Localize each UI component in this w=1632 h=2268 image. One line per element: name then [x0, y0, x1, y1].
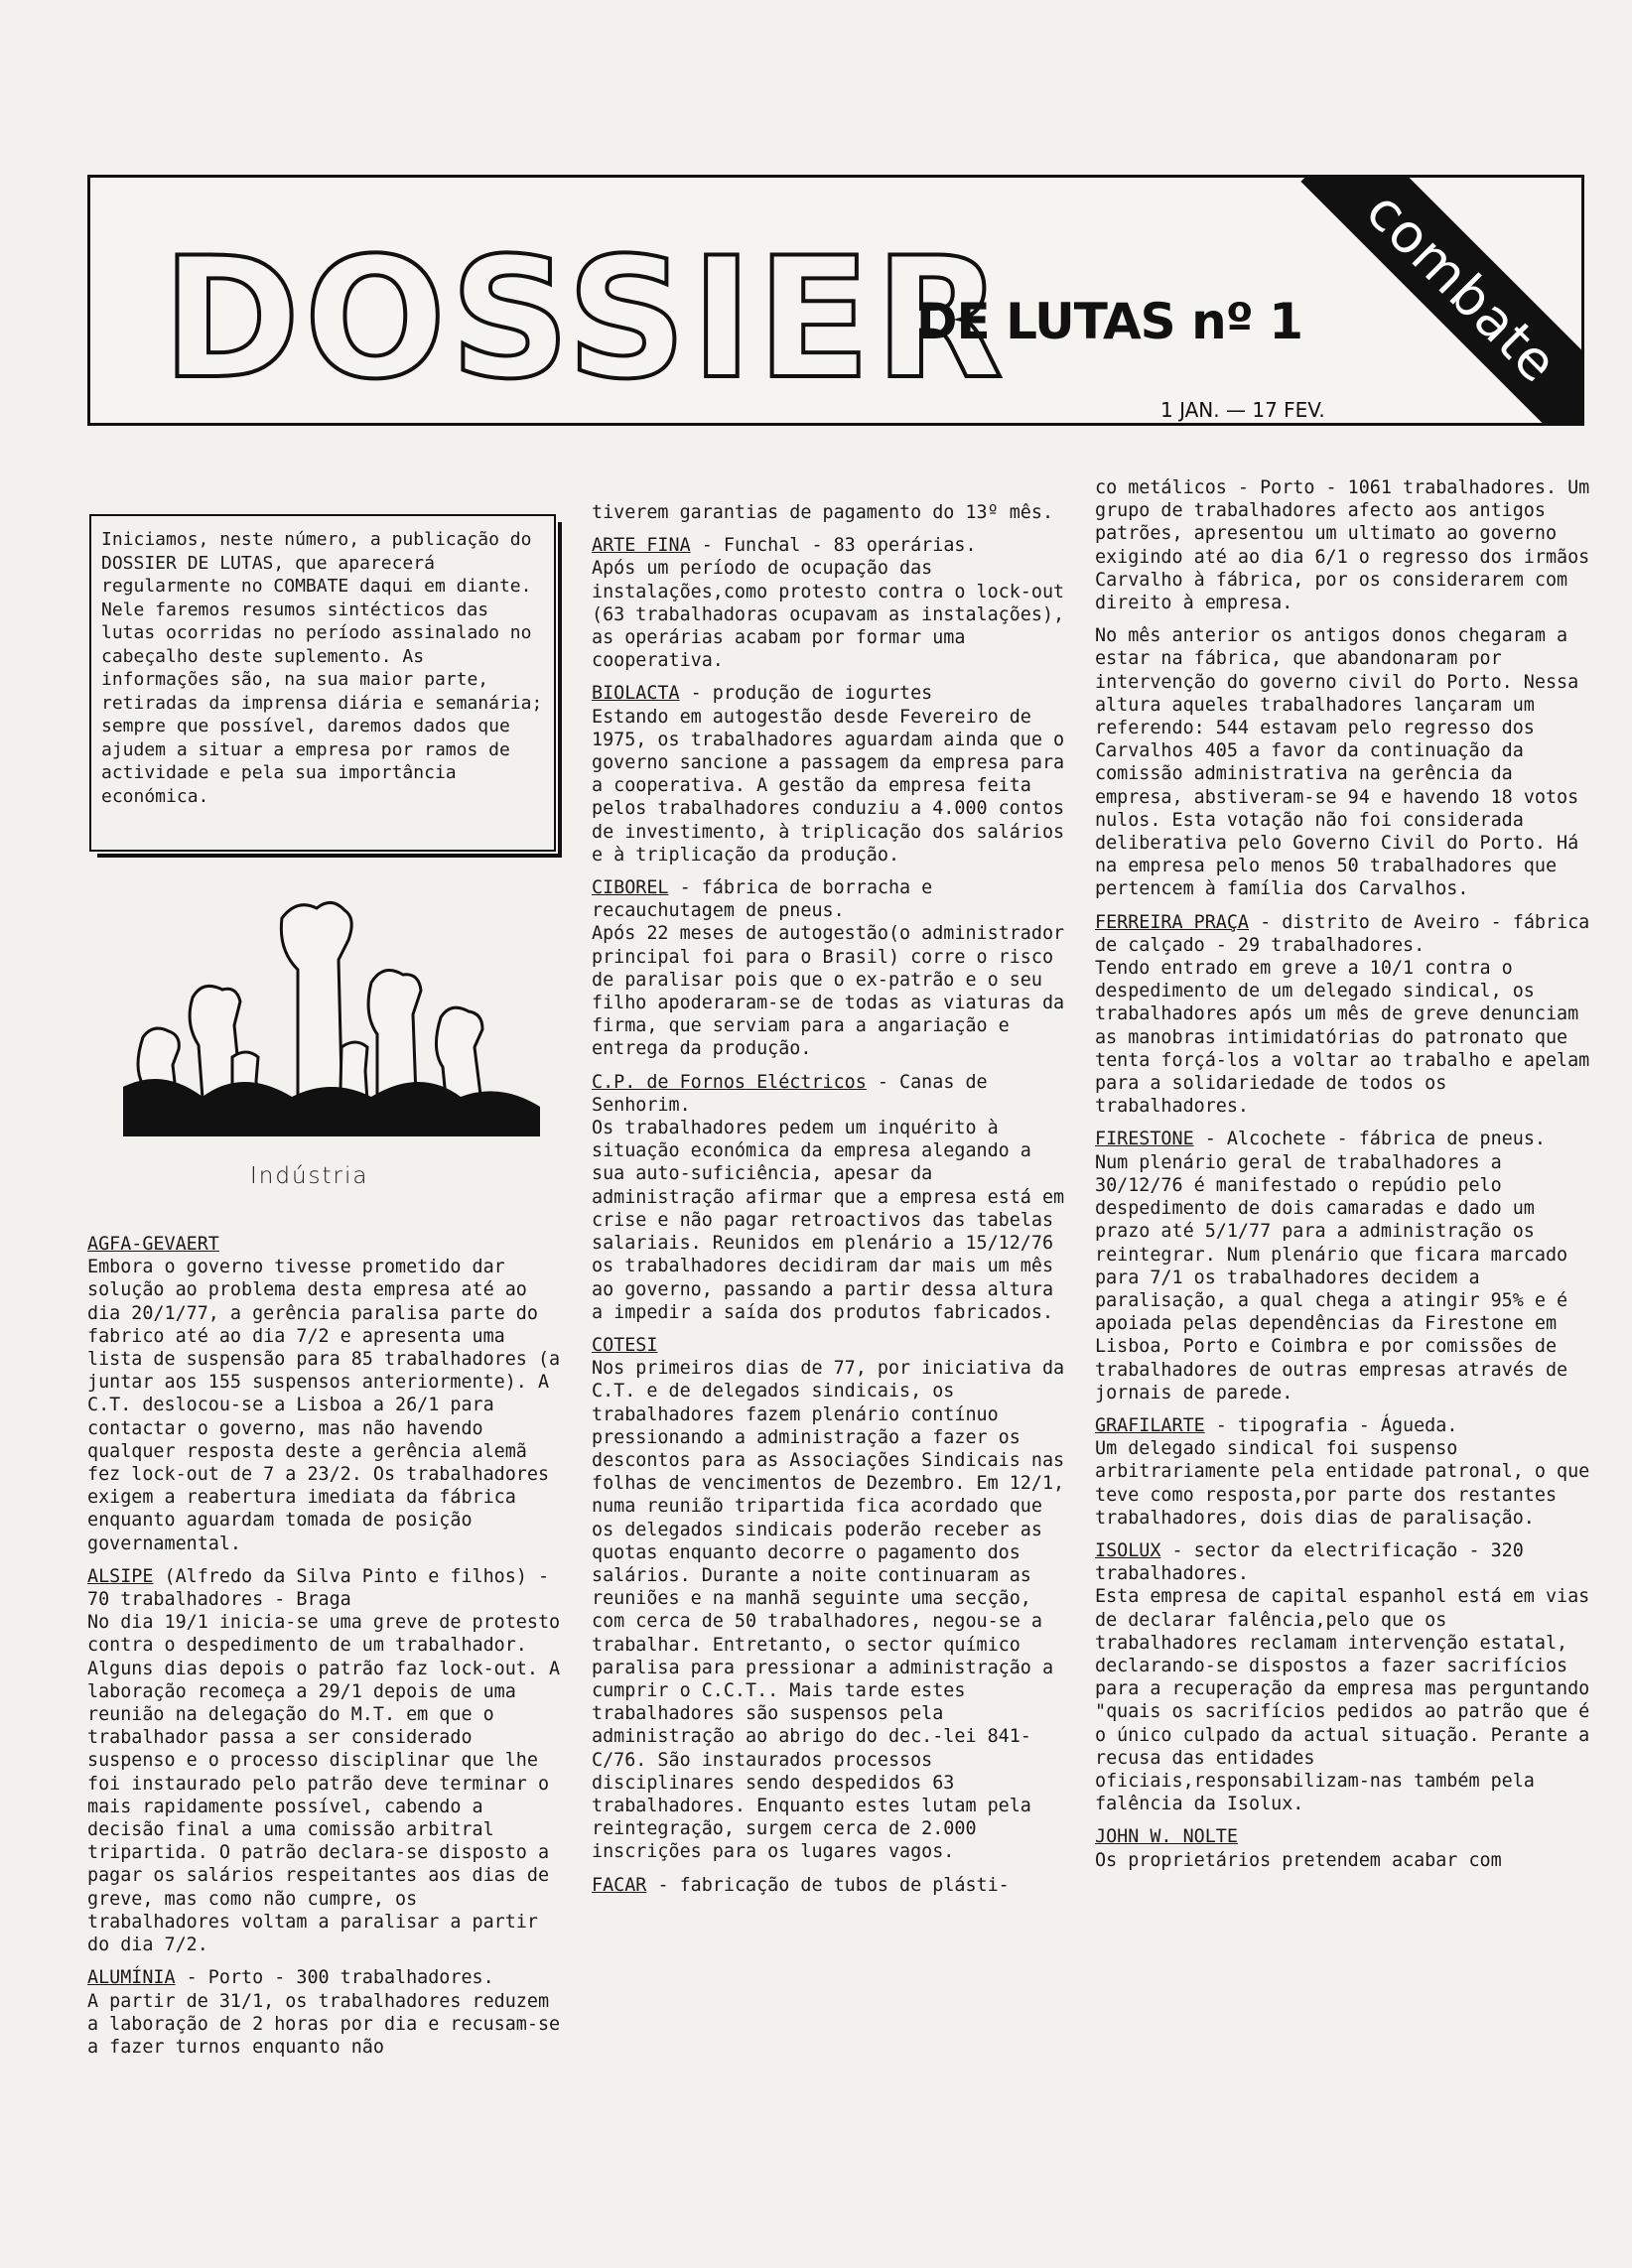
article-body: A partir de 31/1, os trabalhadores reduzem a laboração de 2 horas por dia e recusam-se a fazer turnos enquanto não — [87, 1990, 561, 2058]
article-subheading: - fabricação de tubos de plásti- — [646, 1874, 1010, 1896]
masthead-subtitle: DE LUTAS nº 1 — [916, 293, 1303, 350]
article — [592, 1071, 1068, 1324]
article-heading: FERREIRA PRAÇA — [1095, 911, 1250, 933]
article-subheading: - produção de iogurtes — [679, 683, 933, 705]
article-heading: COTESI — [592, 1334, 658, 1356]
article-body: Após 22 meses de autogestão(o administrador principal foi para o Brasil) corre o risco de paralisar pois que o ex-patrão e o seu filho apoderaram-se de todas as viaturas da firma, que serviam para a angariação e entrega da produção. — [592, 923, 1065, 1060]
article-subheading: (Alfredo da Silva Pinto e filhos) - 70 trabalhadores - Braga — [87, 1565, 550, 1611]
article-body: Após um período de ocupação das instalações,como protesto contra o lock-out (63 trabalhadoras ocupavam as instalações), as operárias acabam por formar uma cooperativa. — [592, 558, 1065, 672]
article-subheading: - tipografia - Águeda. — [1204, 1414, 1458, 1436]
article-body: tiverem garantias de pagamento do 13º mês. — [592, 502, 1054, 523]
article-body: Nos primeiros dias de 77, por iniciativa da C.T. e de delegados sindicais, os trabalhadores fazem plenário contínuo pressionando a administração a fazer os descontos para as Associações Sindicais nas folhas de vencimentos de Dezembro. Em 12/1, numa reunião tripartida fica acordado que os delegados sindicais poderão receber as quotas enquanto decorre o pagamento dos salários. Durante a noite continuaram as reuniões e na manhã seguinte uma secção, com cerca de 50 trabalhadores, negou-se a trabalhar. Entretanto, o sector químico paralisa para pressionar a administração a cumprir o C.C.T.. Mais tarde estes trabalhadores são suspensos pela administração ao abrigo do dec.-lei 841-C/76. São instaurados processos disciplinares sendo despedidos 63 trabalhadores. Enquanto estes lutam pela reintegração, surgem cerca de 2.000 inscrições para os lugares vagos. — [592, 1358, 1065, 1863]
article — [87, 1233, 564, 1555]
article — [87, 1565, 564, 1956]
masthead — [87, 175, 1584, 426]
combate-label: combate — [1354, 179, 1570, 395]
article — [1095, 911, 1591, 1119]
article — [592, 501, 1068, 524]
article-subheading: - Alcochete - fábrica de pneus. — [1193, 1129, 1546, 1150]
article-body: Tendo entrado em greve a 10/1 contra o despedimento de um delegado sindical, os trabalhadores após um mês de greve denunciam as manobras intimidatórias do patronato que tenta forçá-los a voltar ao trabalho e apelam para a solidariedade de todos os trabalhadores. — [1095, 958, 1590, 1118]
article-body: No mês anterior os antigos donos chegaram a estar na fábrica, que abandonaram por intervenção do governo civil do Porto. Nessa altura aqueles trabalhadores lançaram um referendo: 544 estavam pelo regresso dos Carvalhos 405 a favor da continuação da comissão administrativa na gerência da empresa, abstiveram-se 94 e havendo 18 votos nulos. Esta votação não foi considerada deliberativa pelo Governo Civil do Porto. Há na empresa pelo menos 50 trabalhadores que pertencem à família dos Carvalhos. — [1095, 625, 1579, 900]
article-subheading: - Funchal - 83 operárias. — [690, 535, 977, 557]
section-title: Indústria — [250, 1163, 369, 1189]
illustration-signature: Duve — [137, 1103, 184, 1124]
article-heading: CIBOREL — [592, 877, 669, 899]
column-2 — [592, 501, 1068, 1907]
article — [592, 1334, 1068, 1864]
article-heading: ARTE FINA — [592, 535, 691, 557]
article-heading: C.P. de Fornos Eléctricos — [592, 1071, 867, 1093]
column-1 — [87, 1233, 564, 2068]
article-heading: BIOLACTA — [592, 683, 680, 705]
article-heading: ALUMÍNIA — [87, 1967, 176, 1989]
article-heading: GRAFILARTE — [1095, 1414, 1205, 1436]
combate-band — [1300, 175, 1584, 426]
article-subheading: - Canas de Senhorim. — [592, 1071, 988, 1116]
article-heading: ALSIPE — [87, 1565, 154, 1587]
article-body: Num plenário geral de trabalhadores a 30/12/76 é manifestado o repúdio pelo despedimento de dois camaradas e dado um prazo até 5/1/77 para a administração os reintegrar. Num plenário que ficara marcado para 7/1 os trabalhadores decidem a paralisação, a qual chega a atingir 95% e é apoiada pelas dependências da Firestone em Lisboa, Porto e Coimbra e por comissões de trabalhadores de outras empresas através de jornais de parede. — [1095, 1151, 1568, 1403]
article-body: Estando em autogestão desde Fevereiro de 1975, os trabalhadores aguardam ainda que o governo sancione a passagem da empresa para a cooperativa. A gestão da empresa feita pelos trabalhadores conduziu a 4.000 contos de investimento, à triplicação dos salários e à triplicação da produção. — [592, 706, 1065, 866]
article-body: co metálicos - Porto - 1061 trabalhadores. Um grupo de trabalhadores afecto aos antigos patrões, apresentou um ultimato ao governo exigindo até ao dia 6/1 o regresso dos irmãos Carvalho à fábrica, por os considerarem com direito à empresa. — [1095, 477, 1590, 614]
article-heading: ISOLUX — [1095, 1539, 1161, 1561]
article — [1095, 1128, 1591, 1403]
article — [592, 682, 1068, 867]
article — [592, 534, 1068, 672]
article-body: Esta empresa de capital espanhol está em vias de declarar falência,pelo que os trabalhadores reclamam intervenção estatal, declarando-se dispostos a fazer sacrifícios para a recuperação da empresa mas perguntando "quais os sacrifícios pedidos ao patrão que é o único culpado da actual situação. Perante a recusa das entidades oficiais,responsabilizam-nas também pela falência da Isolux. — [1095, 1586, 1590, 1815]
intro-box: Iniciamos, neste número, a publicação do DOSSIER DE LUTAS, que aparecerá regularmente no COMBATE daqui em diante. Nele faremos resumos sintécticos das lutas ocorridas no período assinalado no cabeçalho deste suplemento. As informações são, na sua maior parte, retiradas da imprensa diária e semanária; sempre que possível, daremos dados que ajudem a situar a empresa por ramos de actividade e pela sua importância económica. — [89, 514, 556, 852]
article — [592, 876, 1068, 1061]
article-body: Os proprietários pretendem acabar com — [1095, 1849, 1502, 1871]
article-heading: FACAR — [592, 1874, 647, 1896]
article-heading: FIRESTONE — [1095, 1129, 1194, 1150]
article-body: Os trabalhadores pedem um inquérito à situação económica da empresa alegando a sua auto-suficiência, apesar da administração afirmar que a empresa está em crise e não pagar retroactivos das tabelas salariais. Reunidos em plenário a 15/12/76 os trabalhadores decidiram dar mais um mês ao governo, passando a partir dessa altura a impedir a saída dos produtos fabricados. — [592, 1118, 1065, 1323]
article — [1095, 1414, 1591, 1530]
article — [1095, 624, 1591, 900]
article-heading: JOHN W. NOLTE — [1095, 1826, 1238, 1848]
column-3 — [1095, 476, 1591, 1882]
raised-fists-icon — [123, 888, 540, 1136]
article-subheading: - fábrica de borracha e recauchutagem de pneus. — [592, 877, 933, 922]
article-subheading: - distrito de Aveiro - fábrica de calçado - 29 trabalhadores. — [1095, 911, 1590, 956]
article-body: Embora o governo tivesse prometido dar solução ao problema desta empresa até ao dia 20/1/77, a gerência paralisa parte do fabrico até ao dia 7/2 e apresenta uma lista de suspensão para 85 trabalhadores (a juntar aos 155 suspensos anteriormente). A C.T. deslocou-se a Lisboa a 26/1 para contactar o governo, mas não havendo qualquer resposta deste a gerência alemã fez lock-out de 7 a 23/2. Os trabalhadores exigem a reabertura imediata da fábrica enquanto aguardam tomada de posição governamental. — [87, 1257, 561, 1554]
article-subheading: - sector da electrificação - 320 trabalhadores. — [1095, 1539, 1524, 1585]
masthead-title: DOSSIER — [162, 221, 1008, 416]
article-heading: AGFA-GEVAERT — [87, 1234, 219, 1255]
article — [87, 1966, 564, 2059]
article — [592, 1874, 1068, 1897]
masthead-dates: 1 JAN. — 17 FEV. — [1160, 398, 1325, 422]
article-body: No dia 19/1 inicia-se uma greve de protesto contra o despedimento de um trabalhador. Alguns dias depois o patrão faz lock-out. A laboração recomeça a 29/1 depois de uma reunião na delegação do M.T. em que o trabalhador passa a ser considerado suspenso e o processo disciplinar que lhe foi instaurado pelo patrão deve terminar o mais rapidamente possível, cabendo a decisão final a uma comissão arbitral tripartida. O patrão declara-se disposto a pagar os salários respeitantes aos dias de greve, mas como não cumpre, os trabalhadores voltam a paralisar a partir do dia 7/2. — [87, 1612, 561, 1956]
article-subheading: - Porto - 300 trabalhadores. — [175, 1967, 494, 1989]
article-body: Um delegado sindical foi suspenso arbitrariamente pela entidade patronal, o que teve como resposta,por parte dos restantes trabalhadores, dois dias de paralisação. — [1095, 1438, 1590, 1529]
article — [1095, 476, 1591, 614]
article — [1095, 1539, 1591, 1815]
article — [1095, 1825, 1591, 1871]
